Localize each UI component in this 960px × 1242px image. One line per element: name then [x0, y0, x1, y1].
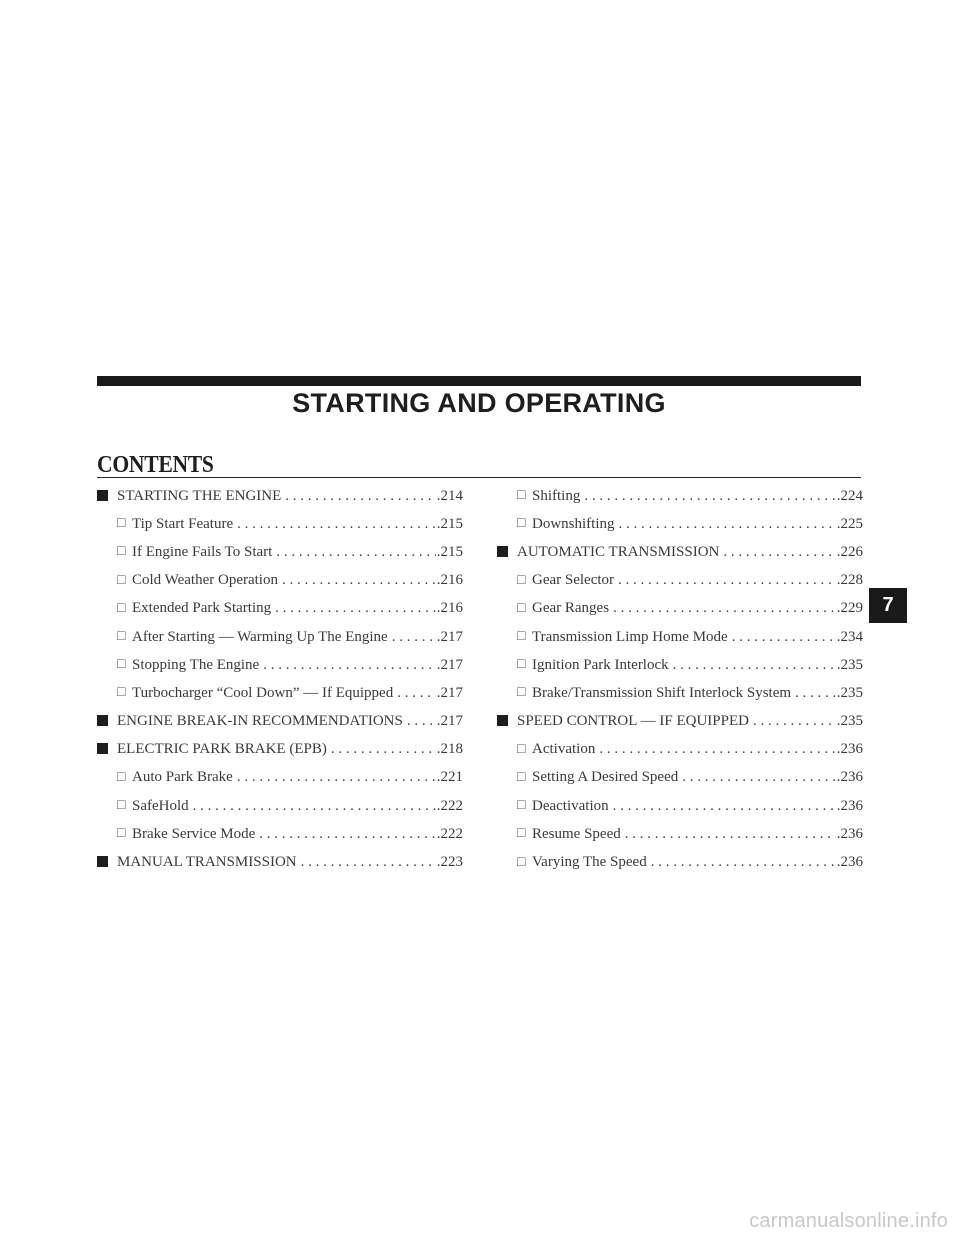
toc-entry-label: Setting A Desired Speed — [532, 769, 679, 786]
hollow-square-bullet-icon — [517, 742, 532, 758]
toc-entry-page: .235 — [836, 684, 863, 701]
toc-entry-page: .215 — [436, 515, 463, 532]
chapter-title: STARTING AND OPERATING — [292, 388, 666, 418]
contents-heading: CONTENTS — [97, 452, 214, 478]
toc-entry-page: .236 — [836, 854, 863, 871]
dot-leader — [613, 798, 836, 815]
dot-leader — [237, 516, 436, 533]
filled-square-bullet-icon — [497, 544, 517, 561]
watermark-text: carmanualsonline.info — [749, 1210, 948, 1232]
dot-leader — [651, 854, 836, 871]
toc-entry-label: Turbocharger “Cool Down” — If Equipped — [132, 684, 394, 701]
hollow-square-bullet-icon — [117, 798, 132, 814]
toc-entry-label: Ignition Park Interlock — [532, 656, 669, 673]
hollow-square-bullet-icon — [517, 657, 532, 673]
toc-entry-page: .236 — [836, 797, 863, 814]
toc-entry[interactable] — [97, 538, 463, 566]
toc-entry-page: .229 — [836, 600, 863, 617]
dot-leader — [618, 572, 836, 589]
hollow-square-bullet-icon — [517, 488, 532, 504]
toc-entry-page: .226 — [836, 543, 863, 560]
toc-entry-page: .236 — [836, 741, 863, 758]
toc-entry[interactable] — [97, 510, 463, 538]
toc-entry[interactable] — [497, 764, 863, 792]
toc-entry-label: AUTOMATIC TRANSMISSION — [517, 543, 720, 560]
toc-entry[interactable] — [497, 651, 863, 679]
toc-entry-page: .217 — [436, 713, 463, 730]
hollow-square-bullet-icon — [117, 685, 132, 701]
dot-leader — [584, 488, 835, 505]
dot-leader — [392, 629, 436, 646]
toc-entry-page: .217 — [436, 684, 463, 701]
dot-leader — [723, 544, 835, 561]
toc-entry-page: .216 — [436, 600, 463, 617]
hollow-square-bullet-icon — [517, 770, 532, 786]
toc-entry[interactable] — [97, 623, 463, 651]
toc-left-column — [97, 482, 463, 877]
toc-entry-label: Varying The Speed — [532, 854, 647, 871]
toc-entry[interactable] — [497, 482, 863, 510]
toc-entry-label: Gear Ranges — [532, 600, 610, 617]
toc-entry[interactable] — [497, 708, 863, 736]
toc-entry-page: .228 — [836, 572, 863, 589]
toc-entry-label: Shifting — [532, 487, 581, 504]
toc-entry-page: .225 — [836, 515, 863, 532]
dot-leader — [193, 798, 436, 815]
toc-entry-page: .216 — [436, 572, 463, 589]
dot-leader — [682, 769, 836, 786]
toc-entry-page: .215 — [436, 543, 463, 560]
filled-square-bullet-icon — [97, 854, 117, 871]
toc-entry[interactable] — [97, 820, 463, 848]
toc-entry[interactable] — [497, 820, 863, 848]
toc-entry-label: STARTING THE ENGINE — [117, 487, 282, 504]
toc-entry-label: ELECTRIC PARK BRAKE (EPB) — [117, 741, 327, 758]
dot-leader — [263, 657, 436, 674]
dot-leader — [331, 741, 436, 758]
hollow-square-bullet-icon — [517, 798, 532, 814]
hollow-square-bullet-icon — [517, 573, 532, 589]
toc-entry[interactable] — [97, 708, 463, 736]
dot-leader — [259, 826, 435, 843]
filled-square-bullet-icon — [497, 713, 517, 730]
dot-leader — [619, 516, 836, 533]
dot-leader — [673, 657, 836, 674]
hollow-square-bullet-icon — [517, 826, 532, 842]
toc-entry[interactable] — [497, 538, 863, 566]
dot-leader — [397, 685, 436, 702]
toc-entry[interactable] — [97, 567, 463, 595]
toc-right-column — [497, 482, 863, 877]
toc-entry-page: .217 — [436, 628, 463, 645]
toc-entry[interactable] — [497, 679, 863, 707]
hollow-square-bullet-icon — [117, 629, 132, 645]
hollow-square-bullet-icon — [117, 516, 132, 532]
hollow-square-bullet-icon — [117, 826, 132, 842]
toc-entry-page: .235 — [836, 656, 863, 673]
toc-entry[interactable] — [497, 595, 863, 623]
toc-entry[interactable] — [497, 510, 863, 538]
toc-entry-label: Downshifting — [532, 515, 615, 532]
toc-entry-label: MANUAL TRANSMISSION — [117, 854, 297, 871]
toc-entry[interactable] — [497, 623, 863, 651]
toc-entry[interactable] — [97, 848, 463, 876]
toc-entry-label: Deactivation — [532, 797, 609, 814]
dot-leader — [276, 544, 435, 561]
dot-leader — [282, 572, 436, 589]
dot-leader — [599, 741, 835, 758]
chapter-title-bar — [97, 376, 861, 386]
toc-entry-label: Stopping The Engine — [132, 656, 260, 673]
hollow-square-bullet-icon — [117, 657, 132, 673]
dot-leader — [613, 600, 836, 617]
toc-entry-page: .235 — [836, 713, 863, 730]
contents-divider — [97, 477, 861, 478]
toc-entry-page: .224 — [836, 487, 863, 504]
dot-leader — [407, 713, 436, 730]
toc-entry-page: .236 — [836, 769, 863, 786]
toc-entry-page: .234 — [836, 628, 863, 645]
toc-entry[interactable] — [97, 482, 463, 510]
hollow-square-bullet-icon — [117, 573, 132, 589]
filled-square-bullet-icon — [97, 713, 117, 730]
toc-entry-label: SafeHold — [132, 797, 189, 814]
toc-entry-label: If Engine Fails To Start — [132, 543, 273, 560]
toc-entry[interactable] — [97, 679, 463, 707]
filled-square-bullet-icon — [97, 488, 117, 505]
dot-leader — [275, 600, 436, 617]
dot-leader — [753, 713, 836, 730]
toc-entry[interactable] — [497, 567, 863, 595]
toc-entry-label: SPEED CONTROL — IF EQUIPPED — [517, 713, 749, 730]
toc-entry-label: After Starting — Warming Up The Engine — [132, 628, 388, 645]
toc-entry-label: Tip Start Feature — [132, 515, 234, 532]
toc-entry-label: Brake Service Mode — [132, 825, 256, 842]
toc-entry[interactable] — [97, 764, 463, 792]
dot-leader — [237, 769, 436, 786]
toc-entry-label: Brake/Transmission Shift Interlock System — [532, 684, 792, 701]
dot-leader — [625, 826, 836, 843]
hollow-square-bullet-icon — [517, 685, 532, 701]
toc-entry-page: .223 — [436, 854, 463, 871]
toc-entry-label: Auto Park Brake — [132, 769, 233, 786]
toc-entry-label: Transmission Limp Home Mode — [532, 628, 728, 645]
hollow-square-bullet-icon — [517, 629, 532, 645]
toc-entry-label: Activation — [532, 741, 596, 758]
dot-leader — [732, 629, 836, 646]
toc-entry-page: .222 — [436, 797, 463, 814]
dot-leader — [301, 854, 436, 871]
hollow-square-bullet-icon — [117, 770, 132, 786]
toc-entry-label: Extended Park Starting — [132, 600, 272, 617]
hollow-square-bullet-icon — [117, 601, 132, 617]
toc-entry-label: Resume Speed — [532, 825, 621, 842]
dot-leader — [795, 685, 836, 702]
toc-entry[interactable] — [97, 651, 463, 679]
toc-entry[interactable] — [497, 792, 863, 820]
filled-square-bullet-icon — [97, 741, 117, 758]
toc-entry-page: .236 — [836, 825, 863, 842]
chapter-tab-marker[interactable]: 7 — [869, 588, 907, 623]
toc-entry-page: .222 — [436, 825, 463, 842]
toc-entry[interactable] — [97, 595, 463, 623]
toc-entry-page: .218 — [436, 741, 463, 758]
toc-entry-page: .221 — [436, 769, 463, 786]
toc-entry[interactable] — [497, 848, 863, 876]
toc-entry-label: Cold Weather Operation — [132, 572, 278, 589]
toc-entry[interactable] — [497, 736, 863, 764]
hollow-square-bullet-icon — [117, 544, 132, 560]
dot-leader — [285, 488, 435, 505]
hollow-square-bullet-icon — [517, 855, 532, 871]
hollow-square-bullet-icon — [517, 516, 532, 532]
hollow-square-bullet-icon — [517, 601, 532, 617]
toc-entry[interactable] — [97, 736, 463, 764]
toc-entry-label: Gear Selector — [532, 572, 615, 589]
toc-entry[interactable] — [97, 792, 463, 820]
toc-entry-page: .214 — [436, 487, 463, 504]
toc-entry-label: ENGINE BREAK-IN RECOMMENDATIONS — [117, 713, 403, 730]
toc-entry-page: .217 — [436, 656, 463, 673]
